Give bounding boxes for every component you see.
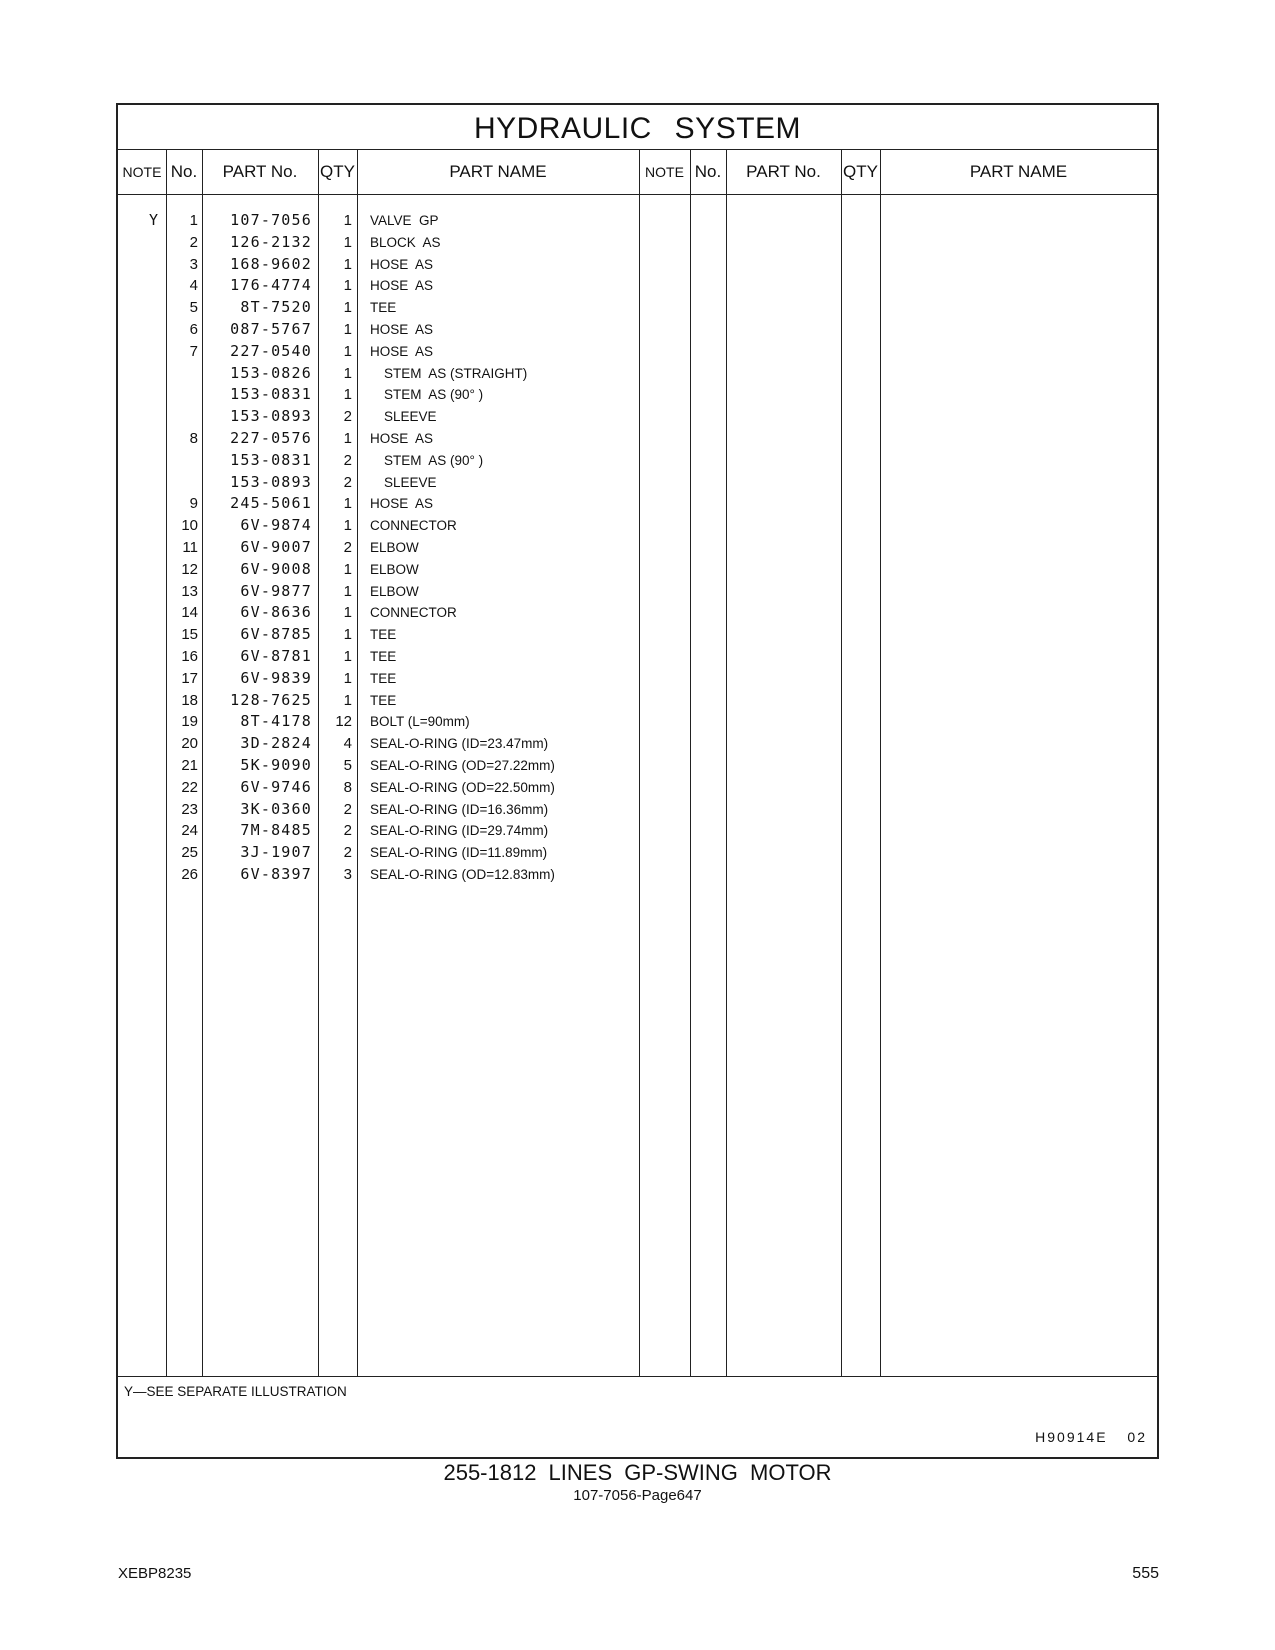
table-row [118, 472, 1158, 494]
header-part-name-left: PART NAME [449, 162, 547, 181]
row-quantity: 1 [343, 647, 352, 665]
row-item-number: 1 [189, 212, 198, 229]
row-quantity: 1 [343, 691, 352, 709]
table-row [118, 777, 1158, 799]
header-note-left: NOTE [122, 164, 162, 180]
row-part-name: ELBOW [370, 583, 419, 599]
table-row [118, 864, 1158, 886]
row-part-name: SEAL-O-RING (OD=12.83mm) [370, 866, 555, 882]
header-divider [118, 194, 1157, 195]
row-item-number: 3 [189, 255, 198, 273]
row-item-number: 10 [181, 517, 198, 535]
table-row [118, 384, 1158, 406]
row-part-number: 168-9602 [230, 254, 312, 273]
row-quantity: 2 [343, 822, 352, 840]
row-quantity: 5 [343, 756, 352, 774]
table-row [118, 820, 1158, 842]
row-item-number: 9 [189, 495, 198, 513]
header-qty-left: QTY [320, 162, 355, 181]
row-part-name: HOSE AS [370, 430, 434, 446]
row-item-number: 24 [181, 822, 198, 840]
row-part-name: TEE [370, 300, 397, 316]
table-row [118, 406, 1158, 428]
row-quantity: 1 [343, 212, 352, 229]
header-no-right: No. [694, 162, 722, 181]
row-part-name: STEM AS (90° ) [384, 387, 484, 403]
table-row [118, 668, 1158, 690]
row-part-name: HOSE AS [370, 343, 434, 359]
table-row [118, 537, 1158, 559]
row-quantity: 1 [343, 626, 352, 644]
row-quantity: 1 [343, 495, 352, 513]
row-part-number: 6V-8397 [240, 864, 312, 883]
row-item-number: 19 [181, 713, 198, 731]
footnote: Y—SEE SEPARATE ILLUSTRATION [124, 1384, 347, 1399]
table-row [118, 450, 1158, 472]
row-item-number: 7 [189, 342, 198, 360]
table-row [118, 559, 1158, 581]
drawing-code: H90914E 02 [1035, 1429, 1147, 1445]
row-part-number: 6V-9874 [240, 516, 312, 535]
row-quantity: 1 [343, 560, 352, 578]
row-part-name: ELBOW [370, 539, 419, 555]
row-quantity: 1 [343, 429, 352, 447]
row-part-number: 6V-8636 [240, 603, 312, 622]
row-item-number: 17 [181, 669, 198, 687]
row-item-number: 16 [181, 647, 198, 665]
row-part-number: 153-0893 [230, 472, 312, 491]
row-quantity: 2 [343, 844, 352, 862]
table-row [118, 690, 1158, 712]
row-item-number: 2 [189, 233, 198, 251]
row-quantity: 4 [343, 735, 352, 753]
row-part-name: STEM AS (STRAIGHT) [384, 365, 528, 381]
row-item-number: 11 [182, 538, 198, 556]
row-item-number: 22 [181, 778, 198, 796]
row-quantity: 1 [343, 299, 352, 317]
row-part-number: 6V-9839 [240, 668, 312, 687]
row-part-number: 6V-9746 [240, 777, 312, 796]
row-part-number: 8T-7520 [240, 298, 312, 317]
table-row [118, 275, 1158, 297]
row-part-number: 6V-9007 [240, 537, 312, 556]
row-item-number: 20 [181, 735, 198, 753]
table-row [118, 842, 1158, 864]
row-quantity: 1 [343, 604, 352, 622]
table-row [118, 319, 1158, 341]
row-part-number: 087-5767 [230, 319, 312, 338]
row-item-number: 8 [189, 429, 198, 447]
table-row [118, 297, 1158, 319]
page-number: 555 [1132, 1565, 1159, 1582]
row-part-name: ELBOW [370, 561, 419, 577]
row-part-number: 5K-9090 [240, 755, 312, 774]
row-part-number: 7M-8485 [240, 821, 312, 840]
header-part-name-right: PART NAME [969, 162, 1068, 181]
group-caption: 255-1812 LINES GP-SWING MOTOR [443, 1460, 832, 1485]
header-no-left: No. [170, 162, 198, 181]
row-part-name: BOLT (L=90mm) [370, 714, 470, 730]
row-item-number: 15 [181, 626, 198, 644]
row-quantity: 2 [343, 451, 352, 469]
row-part-name: HOSE AS [370, 496, 434, 512]
row-item-number: 26 [181, 865, 198, 883]
row-item-number: 13 [181, 582, 198, 600]
row-part-name: SEAL-O-RING (ID=23.47mm) [370, 736, 549, 752]
row-quantity: 1 [343, 320, 352, 338]
row-quantity: 2 [343, 538, 352, 556]
row-part-number: 6V-8785 [240, 625, 312, 644]
table-row [118, 711, 1158, 733]
section-title: HYDRAULIC SYSTEM [118, 105, 1157, 150]
row-item-number: 5 [189, 299, 198, 317]
row-part-number: 227-0576 [230, 428, 312, 447]
footer-divider [118, 1376, 1157, 1377]
row-part-number: 128-7625 [230, 690, 312, 709]
row-part-name: TEE [370, 648, 397, 664]
table-row [118, 210, 1158, 232]
table-row [118, 254, 1158, 276]
row-quantity: 1 [343, 255, 352, 273]
row-part-number: 6V-9877 [240, 581, 312, 600]
page-reference: 107-7056-Page647 [573, 1487, 702, 1504]
row-part-number: 126-2132 [230, 232, 312, 251]
row-quantity: 2 [343, 800, 352, 818]
row-note: Y [148, 211, 158, 229]
parts-table-frame [116, 103, 1159, 1459]
table-row [118, 363, 1158, 385]
row-part-number: 227-0540 [230, 341, 312, 360]
row-part-name: SEAL-O-RING (ID=11.89mm) [370, 845, 548, 861]
table-row [118, 733, 1158, 755]
row-part-name: BLOCK AS [370, 234, 441, 250]
row-part-name: SEAL-O-RING (OD=22.50mm) [370, 779, 555, 795]
row-part-name: SLEEVE [384, 474, 437, 490]
row-quantity: 1 [343, 386, 352, 404]
row-quantity: 1 [343, 669, 352, 687]
row-item-number: 23 [181, 800, 198, 818]
row-quantity: 1 [343, 233, 352, 251]
row-quantity: 1 [343, 277, 352, 295]
row-part-number: 153-0826 [230, 363, 312, 382]
table-row [118, 581, 1158, 603]
document-id: XEBP8235 [118, 1565, 192, 1582]
header-part-no-left: PART No. [222, 162, 298, 181]
row-part-name: SEAL-O-RING (ID=29.74mm) [370, 823, 549, 839]
row-part-name: SLEEVE [384, 409, 437, 425]
row-quantity: 3 [343, 865, 352, 883]
row-quantity: 2 [343, 473, 352, 491]
row-part-number: 153-0831 [230, 385, 312, 404]
row-part-number: 107-7056 [230, 211, 312, 229]
header-note-right: NOTE [645, 164, 684, 180]
row-part-name: TEE [370, 692, 397, 708]
row-part-name: SEAL-O-RING (OD=27.22mm) [370, 757, 555, 773]
row-part-name: HOSE AS [370, 256, 434, 272]
row-part-number: 3K-0360 [240, 799, 312, 818]
table-row [118, 428, 1158, 450]
table-row [118, 755, 1158, 777]
table-row [118, 602, 1158, 624]
row-part-name: SEAL-O-RING (ID=16.36mm) [370, 801, 549, 817]
row-part-name: STEM AS (90° ) [384, 452, 484, 468]
row-part-number: 3J-1907 [240, 843, 312, 862]
table-row [118, 515, 1158, 537]
row-item-number: 12 [181, 560, 198, 578]
table-row [118, 341, 1158, 363]
table-row [118, 624, 1158, 646]
row-quantity: 1 [343, 582, 352, 600]
row-item-number: 18 [181, 691, 198, 709]
row-part-number: 245-5061 [230, 494, 312, 513]
row-quantity: 1 [343, 517, 352, 535]
row-part-name: CONNECTOR [370, 605, 457, 621]
table-row [118, 232, 1158, 254]
row-item-number: 14 [181, 604, 198, 622]
row-quantity: 1 [343, 364, 352, 382]
row-quantity: 1 [343, 342, 352, 360]
row-quantity: 12 [335, 713, 352, 731]
row-quantity: 8 [343, 778, 352, 796]
row-part-number: 6V-9008 [240, 559, 312, 578]
row-part-number: 8T-4178 [240, 712, 312, 731]
row-quantity: 2 [343, 408, 352, 426]
row-item-number: 6 [189, 320, 198, 338]
header-part-no-right: PART No. [746, 162, 821, 181]
row-item-number: 25 [181, 844, 198, 862]
row-part-number: 153-0893 [230, 407, 312, 426]
row-part-name: TEE [370, 627, 397, 643]
row-part-name: TEE [370, 670, 397, 686]
header-qty-right: QTY [843, 162, 878, 181]
table-row [118, 799, 1158, 821]
row-part-name: HOSE AS [370, 321, 434, 337]
table-row [118, 493, 1158, 515]
row-part-name: VALVE GP [370, 213, 439, 228]
row-part-number: 176-4774 [230, 276, 312, 295]
row-part-number: 3D-2824 [240, 734, 312, 753]
table-row [118, 646, 1158, 668]
row-part-name: CONNECTOR [370, 518, 457, 534]
row-item-number: 4 [189, 277, 198, 295]
parts-list [118, 210, 1158, 886]
row-item-number: 21 [181, 756, 198, 774]
row-part-name: HOSE AS [370, 278, 434, 294]
row-part-number: 6V-8781 [240, 646, 312, 665]
row-part-number: 153-0831 [230, 450, 312, 469]
